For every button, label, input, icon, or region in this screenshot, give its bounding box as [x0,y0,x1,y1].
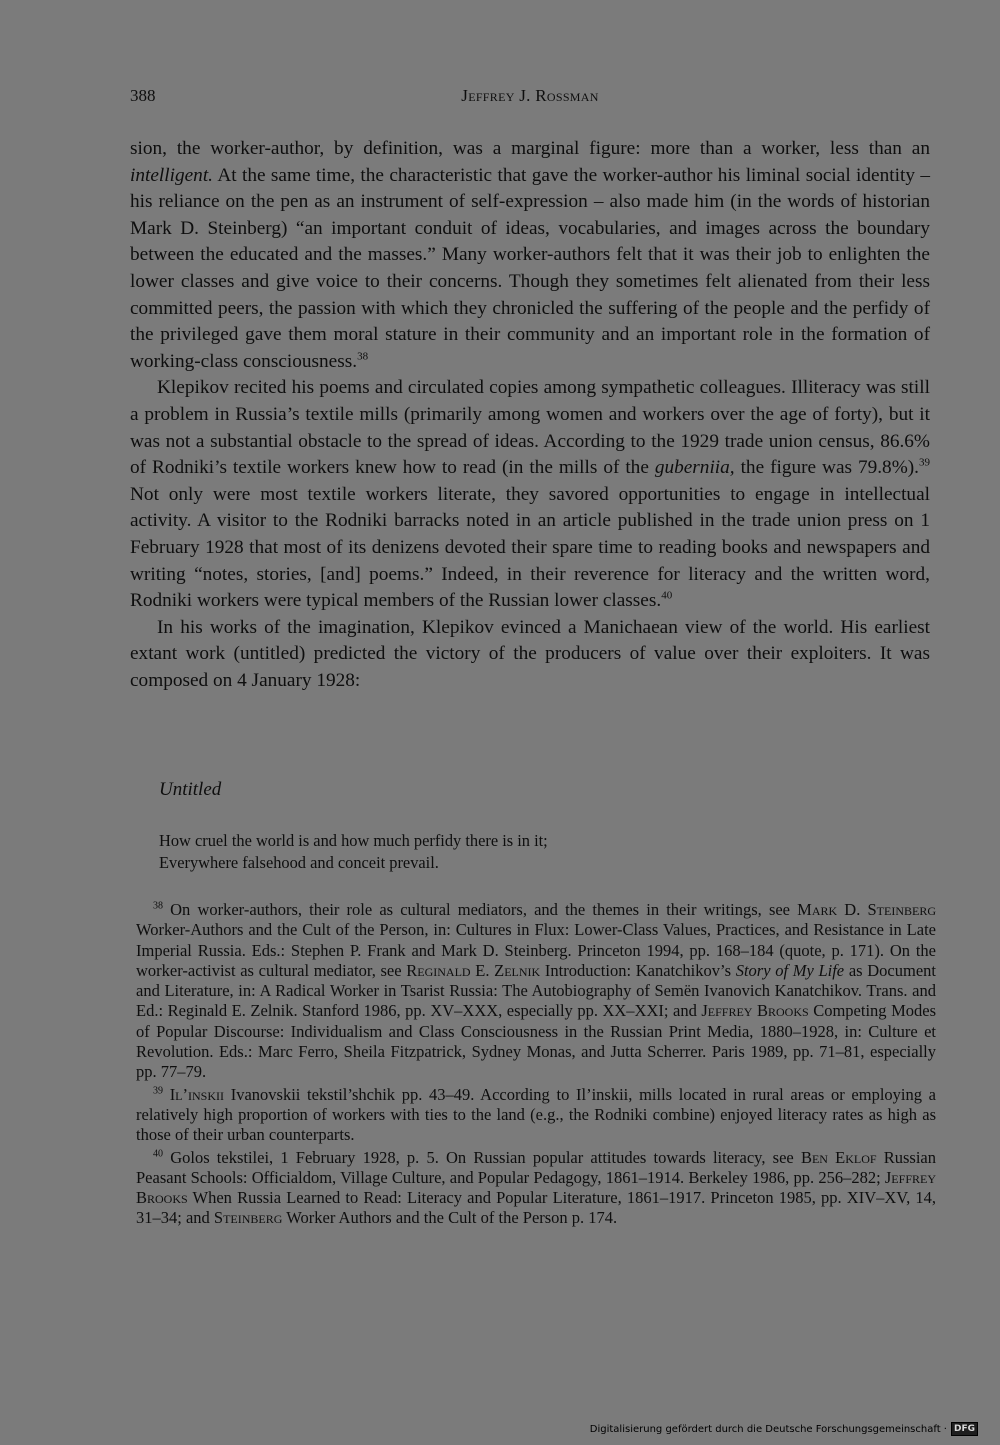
poem-title: Untitled [159,779,222,800]
footnote-ref-39[interactable]: 39 [919,456,931,469]
footnote-40: $^{40}$ Golos tekstilei, 1 February 1928, p. 5. On Russian popular attitudes towards literacy, see Ben Eklof Russian Peasant Schools: Officialdom, Village Culture, and Popular Pedagogy, 1861–1914. Berkeley 1986, pp. 256–282; Jeffrey Brooks When Russia Learned to Read: Literacy and Popular Literature, 1861–1917. Princeton 1985, pp. XIV–XV, 14, 31–34; and Steinberg Worker Authors and the Cult of the Person p. 174. [136,1147,936,1228]
poem-line: Everywhere falsehood and conceit prevail. [159,853,439,872]
paragraph-2: Klepikov recited his poems and circulated copies among sympathetic colleagues. Illiteracy was still a problem in Russia’s textile mills (primarily among women and workers over the age of forty), but it was not a substantial obstacle to the spread of ideas. According to the 1929 trade union census, 86.6% of Rodniki’s textile workers knew how to read (in the mills of the guberniia, the figure was 79.8%).$^{39}$ Not only were most textile workers literate, they savored opportunities to engage in intellectual activity. A visitor to the Rodniki barracks noted in an article published in the trade union press on 1 February 1928 that most of its denizens devoted their spare time to reading books and newspapers and writing “notes, stories, [and] poems.” Indeed, in their reverence for literacy and the written word, Rodniki workers were typical members of the Russian lower classes.$^{40}$ [130,377,931,612]
digitization-credit [590,1421,978,1437]
body-text [130,136,930,694]
poem-lines [159,830,859,874]
running-head: Jeffrey J. Rossman [461,86,599,105]
footnote-39: $^{39}$ Il’inskii Ivanovskii tekstil’shchik pp. 43–49. According to Il’inskii, mills located in rural areas or employing a relatively high proportion of workers with ties to the land (e.g., the Rodniki combine) enjoyed literacy rates as high as those of their urban counterparts. [136,1084,937,1145]
footnote-ref-38[interactable]: 38 [357,350,369,363]
credit-text: Digitalisierung gefördert durch die Deutsche Forschungsgemeinschaft · [589,1423,947,1435]
paragraph-1: sion, the worker-author, by definition, was a marginal figure: more than a worker, less than an intelligent. At the same time, the characteristic that gave the worker-author his liminal social identity – his reliance on the pen as an instrument of self-expression – also made him (in the words of historian Mark D. Steinberg) “an important conduit of ideas, vocabularies, and images across the boundary between the educated and the masses.” Many worker-authors felt that it was their job to enlighten the lower classes and give voice to their concerns. Though they sometimes felt alienated from their less committed peers, the passion with which they chronicled the suffering of the people and the perfidy of the privileged gave them moral stature in their community and an important role in the formation of working-class consciousness.$^{38}$ [130,138,930,372]
dfg-logo-icon: DFG [951,1422,978,1436]
poem-line: How cruel the world is and how much perfidy there is in it; [159,831,548,850]
page-number: 388 [130,86,156,105]
footnote-ref-40[interactable]: 40 [661,589,673,602]
page-header [130,86,930,110]
paragraph-3: In his works of the imagination, Klepikov evinced a Manichaean view of the world. His earliest extant work (untitled) predicted the victory of the producers of value over their exploiters. It was composed on 4 January 1928: [130,616,930,691]
footnote-38: $^{38}$ On worker-authors, their role as cultural mediators, and the themes in their writings, see Mark D. Steinberg Worker-Authors and the Cult of the Person, in: Cultures in Flux: Lower-Class Values, Practices, and Resistance in Late Imperial Russia. Eds.: Stephen P. Frank and Mark D. Steinberg. Princeton 1994, pp. 168–184 (quote, p. 171). On the worker-activist as cultural mediator, see Reginald E. Zelnik Introduction: Kanatchikov’s Story of My Life as Document and Literature, in: A Radical Worker in Tsarist Russia: The Autobiography of Semën Ivanovich Kanatchikov. Trans. and Ed.: Reginald E. Zelnik. Stanford 1986, pp. XV–XXX, especially pp. XX–XXI; and Jeffrey Brooks Competing Modes of Popular Discourse: Individualism and Class Consciousness in the Russian Print Media, 1880–1928, in: Culture et Revolution. Eds.: Marc Ferro, Sheila Fitzpatrick, Sydney Monas, and Jutta Scherrer. Paris 1989, pp. 71–81, especially pp. 77–79. [136,900,937,1082]
footnotes [136,900,936,1231]
